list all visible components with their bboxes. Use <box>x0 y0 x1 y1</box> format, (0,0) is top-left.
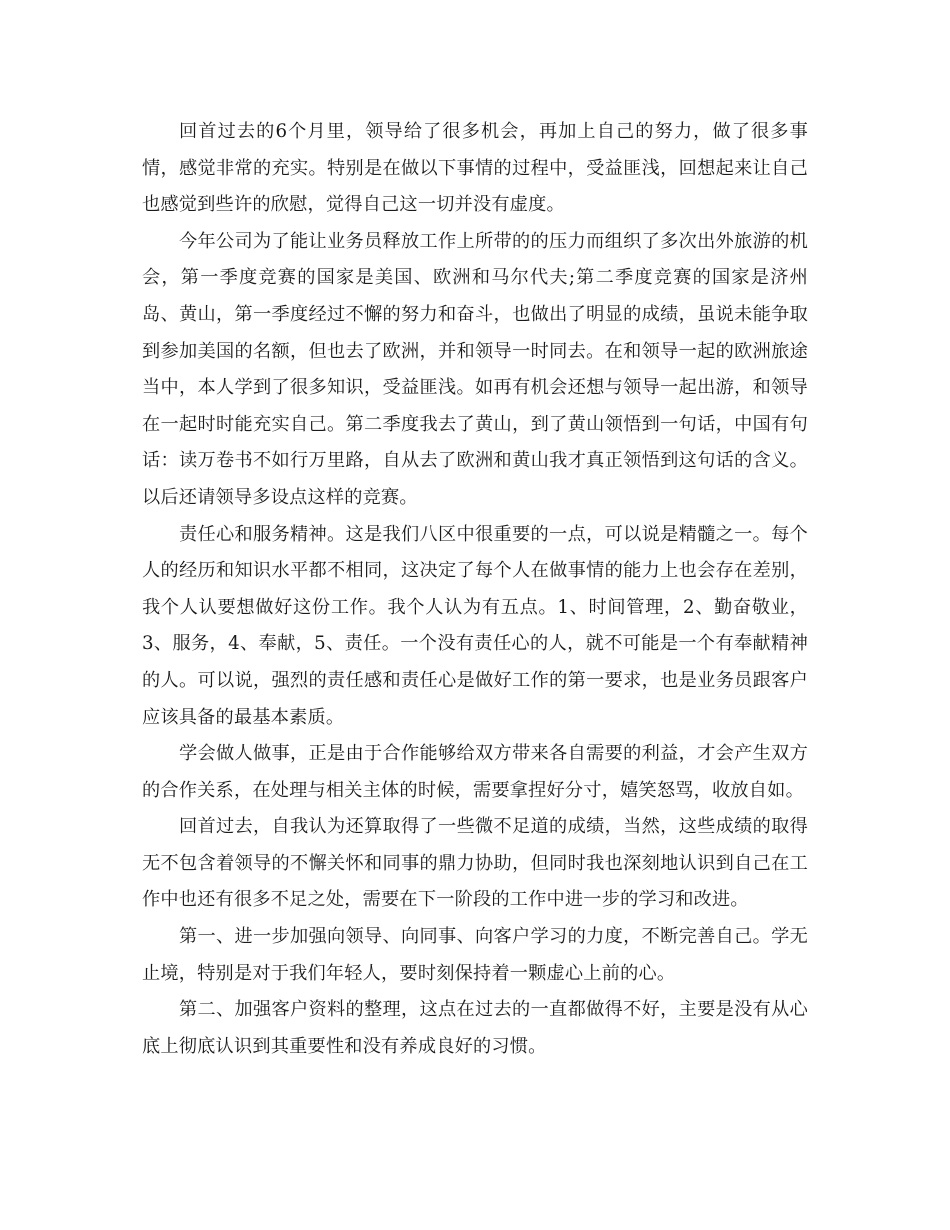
paragraph-responsibility: 责任心和服务精神。这是我们八区中很重要的一点，可以说是精髓之一。每个人的经历和知识水平都不相同，这决定了每个人在做事情的能力上也会存在差别，我个人认要想做好这份工作。我个人认为有五点。1、时间管理，2、勤奋敬业，3、服务，4、奉献，5、责任。一个没有责任心的人，就不可能是一个有奉献精神的人。可以说，强烈的责任感和责任心是做好工作的第一要求，也是业务员跟客户应该具备的最基本素质。 <box>142 523 809 728</box>
document-body <box>142 114 808 1065</box>
paragraph-company-trips: 今年公司为了能让业务员释放工作上所带的的压力而组织了多次出外旅游的机会，第一季度竞赛的国家是美国、欧洲和马尔代夫;第二季度竞赛的国家是济州岛、黄山，第一季度经过不懈的努力和奋斗，也做出了明显的成绩，虽说未能争取到参加美国的名额，但也去了欧洲，并和领导一时同去。在和领导一起的欧洲旅途当中，本人学到了很多知识，受益匪浅。如再有机会还想与领导一起出游，和领导在一起时时能充实自己。第二季度我去了黄山，到了黄山领悟到一句话，中国有句话：读万卷书不如行万里路，自从去了欧洲和黄山我才真正领悟到这句话的含义。以后还请领导多设点这样的竞赛。 <box>142 230 808 508</box>
paragraph-first-improvement: 第一、进一步加强向领导、向同事、向客户学习的力度，不断完善自己。学无止境，特别是对于我们年轻人，要时刻保持着一颗虚心上前的心。 <box>142 926 808 984</box>
paragraph-review-six-months: 回首过去的6个月里，领导给了很多机会，再加上自己的努力，做了很多事情，感觉非常的充实。特别是在做以下事情的过程中，受益匪浅，回想起来让自己也感觉到些许的欣慰，觉得自己这一切并没有虚度。 <box>142 121 808 216</box>
paragraph-achievements: 回首过去，自我认为还算取得了一些微不足道的成绩，当然，这些成绩的取得无不包含着领导的不懈关怀和同事的鼎力协助，但同时我也深刻地认识到自己在工作中也还有很多不足之处，需要在下一阶段的工作中进一步的学习和改进。 <box>142 816 808 911</box>
paragraph-second-improvement: 第二、加强客户资料的整理，这点在过去的一直都做得不好，主要是没有从心底上彻底认识到其重要性和没有养成良好的习惯。 <box>142 999 808 1057</box>
paragraph-cooperation: 学会做人做事，正是由于合作能够给双方带来各自需要的利益，才会产生双方的合作关系，在处理与相关主体的时候，需要拿捏好分寸，嬉笑怒骂，收放自如。 <box>142 743 808 801</box>
